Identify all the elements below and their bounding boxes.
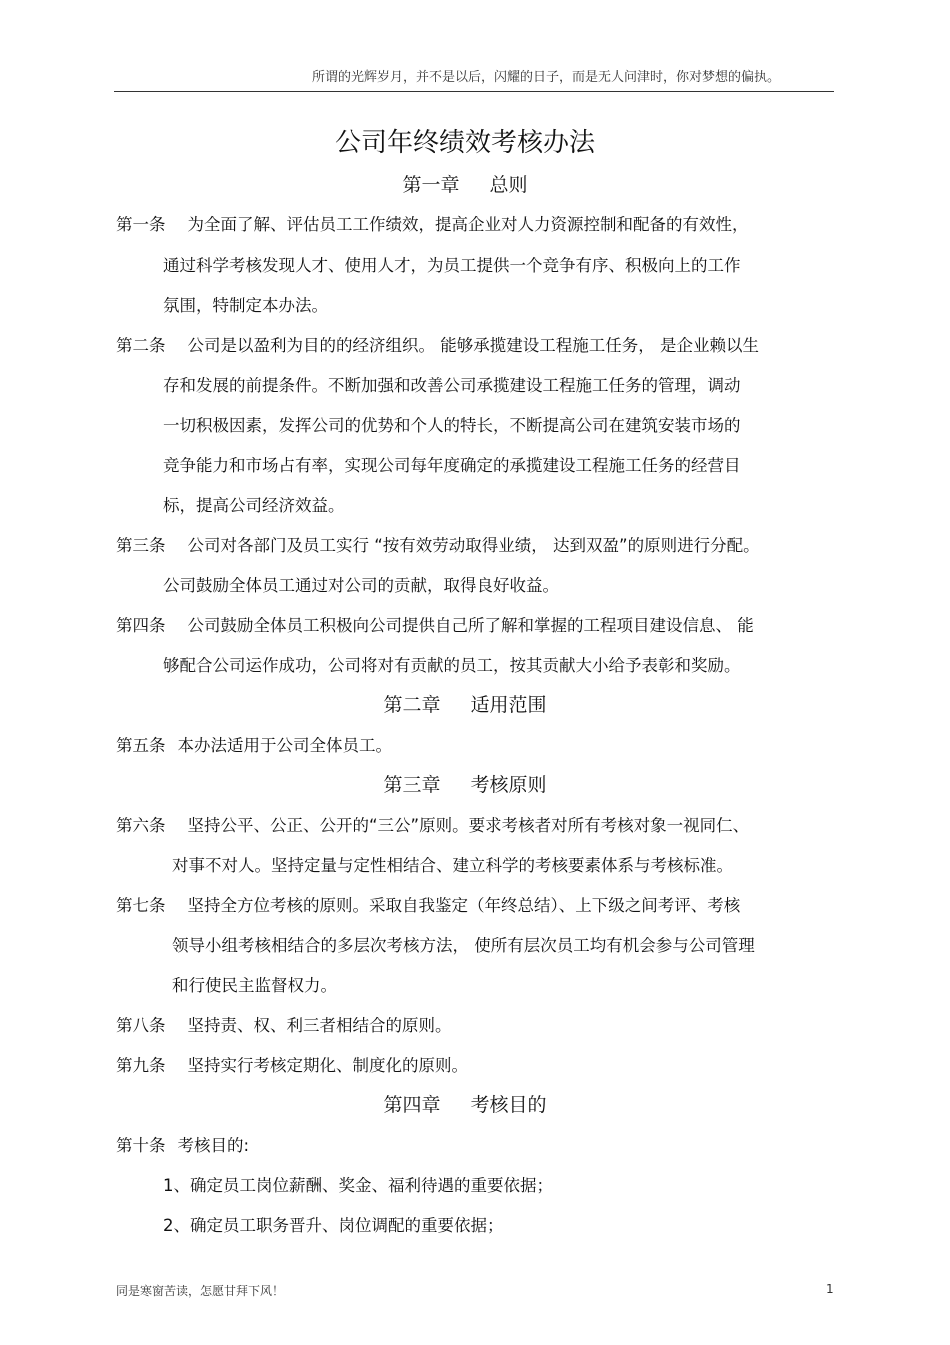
chapter-heading xyxy=(0,690,930,717)
article-line: 存和发展的前提条件。不断加强和改善公司承揽建设工程施工任务的管理，调动 xyxy=(163,376,741,395)
chapter-name: 总则 xyxy=(489,174,528,196)
article-line: 对事不对人。坚持定量与定性相结合、建立科学的考核要素体系与考核标准。 xyxy=(172,856,733,875)
article-text: 为全面了解、评估员工工作绩效，提高企业对人力资源控制和配备的有效性， xyxy=(187,215,749,234)
article-line xyxy=(116,812,749,836)
article-line xyxy=(116,1012,452,1036)
article-text: 坚持全方位考核的原则。采取自我鉴定（年终总结）、上下级之间考评、考核 xyxy=(187,896,741,915)
article-line xyxy=(116,892,740,916)
header-divider xyxy=(114,91,834,92)
article-line: 标，提高公司经济效益。 xyxy=(163,496,345,515)
chapter-number: 第四章 xyxy=(383,1094,441,1116)
article-text: 本办法适用于公司全体员工。 xyxy=(177,736,392,755)
chapter-heading xyxy=(0,1090,930,1117)
chapter-number: 第三章 xyxy=(383,774,441,796)
chapter-name: 适用范围 xyxy=(470,694,547,716)
article-label: 第六条 xyxy=(116,816,166,835)
chapter-number: 第二章 xyxy=(383,694,441,716)
article-text: 公司鼓励全体员工积极向公司提供自己所了解和掌握的工程项目建设信息、 能 xyxy=(187,616,754,635)
article-line: 和行使民主监督权力。 xyxy=(172,976,337,995)
article-label: 第九条 xyxy=(116,1056,166,1075)
header-quote: 所谓的光辉岁月，并不是以后，闪耀的日子，而是无人问津时，你对梦想的偏执。 xyxy=(312,70,781,85)
article-text: 公司是以盈利为目的的经济组织。 能够承揽建设工程施工任务， 是企业赖以生 xyxy=(187,336,759,355)
article-label: 第三条 xyxy=(116,536,166,555)
chapter-heading xyxy=(0,770,930,797)
article-text: 坚持责、权、利三者相结合的原则。 xyxy=(187,1016,452,1035)
list-item: 2、确定员工职务晋升、岗位调配的重要依据； xyxy=(163,1216,504,1235)
article-text: 坚持公平、公正、公开的“三公”原则。要求考核者对所有考核对象一视同仁、 xyxy=(187,816,750,835)
article-label: 第一条 xyxy=(116,215,166,234)
chapter-number: 第一章 xyxy=(402,174,460,196)
article-line xyxy=(116,532,760,556)
article-line: 一切积极因素，发挥公司的优势和个人的特长，不断提高公司在建筑安装市场的 xyxy=(163,416,741,435)
page-number: 1 xyxy=(826,1282,834,1296)
article-line: 竞争能力和市场占有率，实现公司每年度确定的承揽建设工程施工任务的经营目 xyxy=(163,456,741,475)
article-line: 领导小组考核相结合的多层次考核方法， 使所有层次员工均有机会参与公司管理 xyxy=(172,936,755,955)
article-text: 考核目的: xyxy=(177,1136,250,1155)
article-line xyxy=(116,211,749,235)
article-line: 够配合公司运作成功，公司将对有贡献的员工，按其贡献大小给予表彰和奖励。 xyxy=(163,656,741,675)
article-text: 公司对各部门及员工实行 “按有效劳动取得业绩， 达到双盈”的原则进行分配。 xyxy=(187,536,760,555)
article-label: 第四条 xyxy=(116,616,166,635)
chapter-heading xyxy=(0,170,930,197)
article-label: 第五条 xyxy=(116,736,166,755)
article-line xyxy=(116,1052,468,1076)
article-line xyxy=(116,332,759,356)
chapter-name: 考核原则 xyxy=(470,774,547,796)
document-title: 公司年终绩效考核办法 xyxy=(334,128,595,158)
article-line: 公司鼓励全体员工通过对公司的贡献，取得良好收益。 xyxy=(163,576,559,595)
article-line xyxy=(116,612,754,636)
article-line: 氛围，特制定本办法。 xyxy=(163,296,328,315)
article-text: 坚持实行考核定期化、制度化的原则。 xyxy=(187,1056,468,1075)
article-label: 第十条 xyxy=(116,1136,166,1155)
footer-quote: 同是寒窗苦读，怎愿甘拜下风！ xyxy=(116,1284,285,1298)
article-label: 第二条 xyxy=(116,336,166,355)
article-line xyxy=(116,732,392,756)
list-item: 1、确定员工岗位薪酬、奖金、福利待遇的重要依据； xyxy=(163,1176,553,1195)
article-line: 通过科学考核发现人才、使用人才，为员工提供一个竞争有序、积极向上的工作 xyxy=(163,256,741,275)
chapter-name: 考核目的 xyxy=(470,1094,547,1116)
article-line xyxy=(116,1132,249,1156)
article-label: 第八条 xyxy=(116,1016,166,1035)
article-label: 第七条 xyxy=(116,896,166,915)
